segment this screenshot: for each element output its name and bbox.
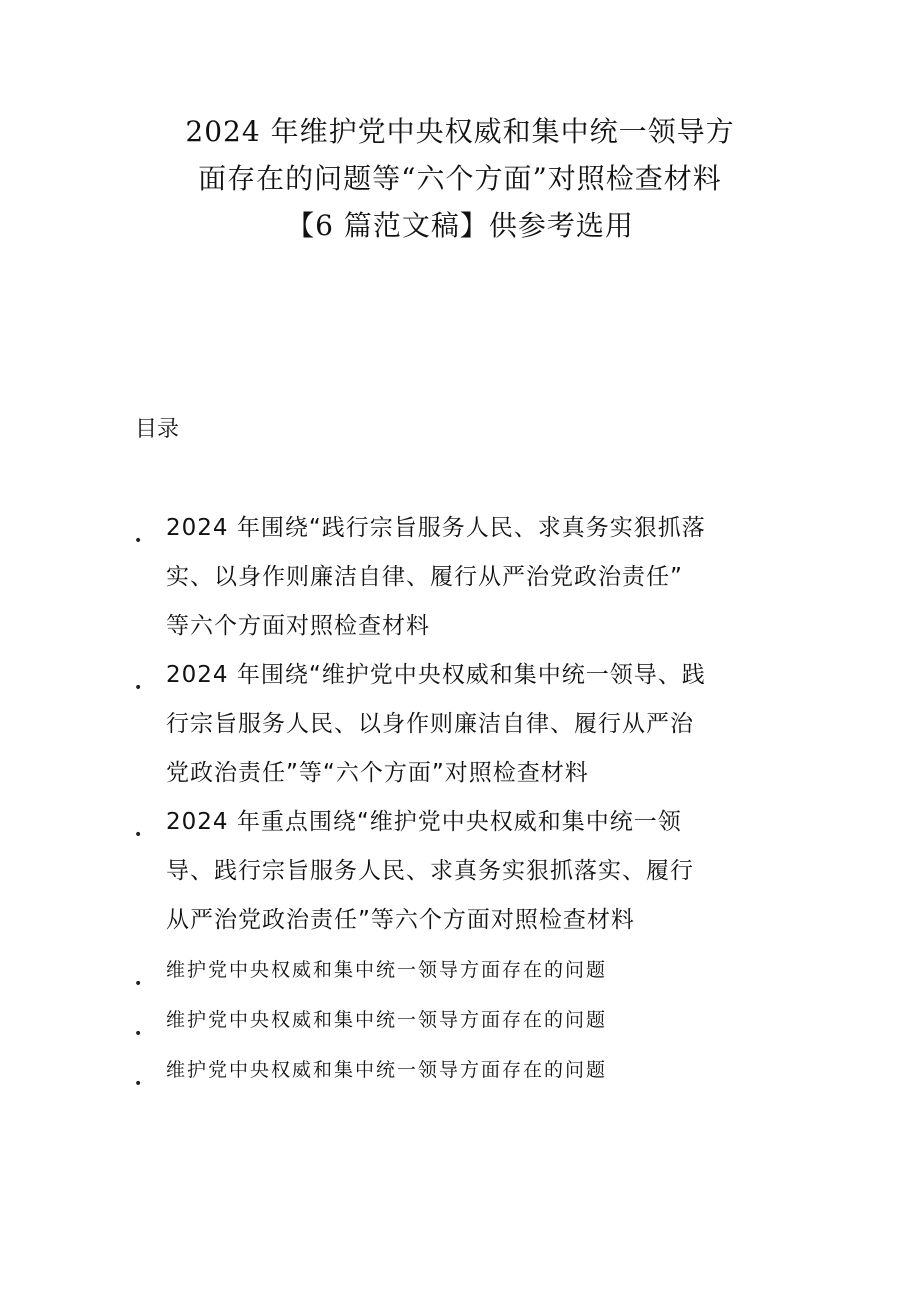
bullet-icon: • <box>134 1026 145 1042</box>
toc-item[interactable] <box>130 945 790 995</box>
toc-item-line: 从严治党政治责任”等六个方面对照检查材料 <box>166 907 635 933</box>
toc-item-line: 维护党中央权威和集中统一领导方面存在的问题 <box>166 1009 608 1031</box>
toc-heading: 目录 <box>135 417 180 442</box>
toc-item-line: 实、以身作则廉洁自律、履行从严治党政治责任” <box>166 564 683 590</box>
toc-item-line: 维护党中央权威和集中统一领导方面存在的问题 <box>166 1059 608 1081</box>
bullet-icon: • <box>134 827 144 843</box>
toc-item[interactable] <box>130 651 790 798</box>
toc-item[interactable] <box>130 798 790 945</box>
toc-item-line: 行宗旨服务人民、以身作则廉洁自律、履行从严治 <box>166 711 694 737</box>
bullet-icon: • <box>134 680 144 696</box>
toc-item-line: 2024 年围绕“维护党中央权威和集中统一领导、践 <box>166 662 706 688</box>
toc-item-line: 2024 年围绕“践行宗旨服务人民、求真务实狠抓落 <box>166 515 706 541</box>
document-title-line: 2024 年维护党中央权威和集中统一领导方 <box>185 115 735 148</box>
document-title <box>150 108 770 249</box>
toc-item-line: 导、践行宗旨服务人民、求真务实狠抓落实、履行 <box>166 858 694 884</box>
document-title-line: 【6 篇范文稿】供参考选用 <box>286 209 634 242</box>
toc-item[interactable] <box>130 995 790 1045</box>
toc-item-line: 等六个方面对照检查材料 <box>166 613 430 639</box>
toc-list <box>130 504 790 1095</box>
bullet-icon: • <box>134 533 144 549</box>
bullet-icon: • <box>134 1076 145 1092</box>
toc-item-line: 维护党中央权威和集中统一领导方面存在的问题 <box>166 959 608 981</box>
bullet-icon: • <box>134 976 145 992</box>
toc-item-line: 2024 年重点围绕“维护党中央权威和集中统一领 <box>166 809 682 835</box>
toc-item[interactable] <box>130 504 790 651</box>
toc-item[interactable] <box>130 1045 790 1095</box>
toc-item-line: 党政治责任”等“六个方面”对照检查材料 <box>166 760 589 786</box>
document-title-line: 面存在的问题等“六个方面”对照检查材料 <box>198 162 722 195</box>
